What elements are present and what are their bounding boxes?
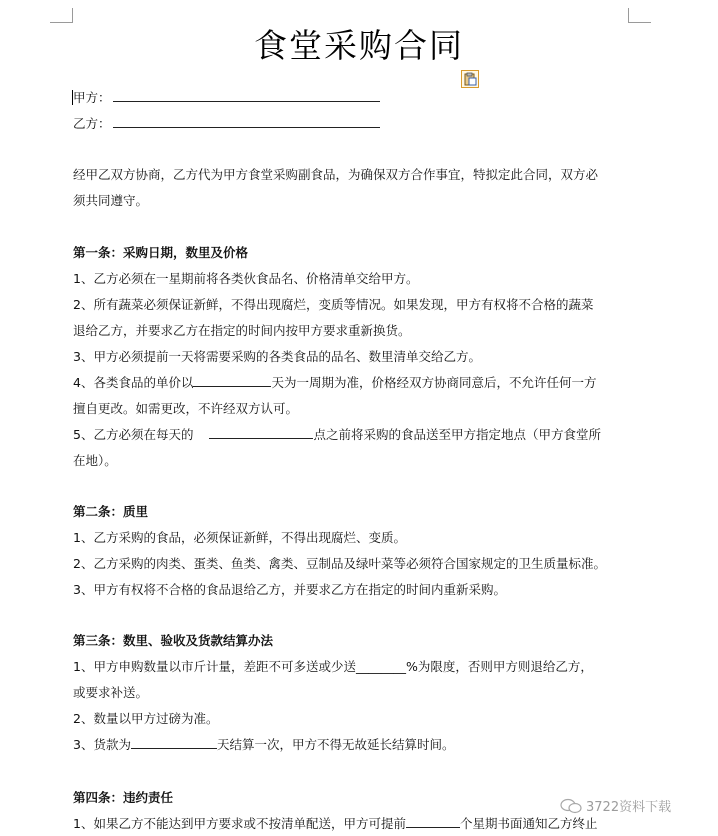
party-b-line[interactable]	[73, 115, 380, 133]
settlement-days-blank[interactable]	[131, 736, 217, 749]
article-1-item-4-line-2: 擅自更改。如需更改，不许经双方认可。	[73, 401, 299, 416]
article-4-heading: 第四条：违约责任	[73, 790, 174, 805]
party-a-line[interactable]	[73, 89, 380, 107]
article-2-item-3: 3、甲方有权将不合格的食品退给乙方，并要求乙方在指定的时间内重新采购。	[73, 582, 506, 597]
article-4-item-1-prefix: 1、如果乙方不能达到甲方要求或不按清单配送，甲方可提前	[73, 816, 406, 831]
article-3-item-1-line-2: 或要求补送。	[73, 685, 149, 700]
watermark	[560, 796, 671, 815]
article-1-item-1: 1、乙方必须在一星期前将各类伙食品名、价格清单交给甲方。	[73, 271, 419, 286]
article-3-item-3-prefix: 3、货款为	[73, 737, 131, 752]
article-1-item-2-line-1: 2、所有蔬菜必须保证新鲜，不得出现腐烂，变质等情况。如果发现，甲方有权将不合格的蔬菜	[73, 297, 594, 312]
article-1-heading: 第一条：采购日期，数里及价格	[73, 245, 249, 260]
article-1-item-4-prefix: 4、各类食品的单价以	[73, 375, 194, 390]
article-1-item-5-line-1	[73, 426, 601, 444]
party-b-blank[interactable]	[113, 115, 380, 128]
article-3-item-3-suffix: 天结算一次，甲方不得无故延长结算时间。	[216, 737, 455, 752]
watermark-text: 3722资料下载	[586, 800, 672, 815]
article-1-item-5-prefix: 5、乙方必须在每天的	[73, 427, 194, 442]
document-title: 食堂采购合同	[254, 26, 464, 65]
article-3-heading: 第三条：数里、验收及货款结算办法	[73, 633, 274, 648]
party-a-blank[interactable]	[113, 89, 380, 102]
article-3-item-3	[73, 736, 454, 754]
article-1-item-5-suffix: 点之前将采购的食品送至甲方指定地点（甲方食堂所	[313, 427, 601, 442]
delivery-time-blank[interactable]	[209, 426, 313, 439]
article-3-item-1-line-1: 1、甲方申购数量以市斤计量，差距不可多送或少送________%为限度，否则甲方则退给乙方，	[73, 659, 593, 674]
article-1-item-5-line-2: 在地）。	[73, 453, 117, 468]
article-2-item-1: 1、乙方采购的食品，必须保证新鲜，不得出现腐烂、变质。	[73, 530, 406, 545]
intro-line-1: 经甲乙双方协商，乙方代为甲方食堂采购副食品，为确保双方合作事宜，特拟定此合同，双方必	[73, 167, 599, 182]
article-4-item-1-suffix: 个星期书面通知乙方终止	[459, 816, 598, 831]
article-2-heading: 第二条：质里	[73, 504, 149, 519]
paste-options-icon[interactable]	[461, 70, 479, 88]
article-1-item-3: 3、甲方必须提前一天将需要采购的各类食品的品名、数里清单交给乙方。	[73, 349, 481, 364]
wechat-icon	[560, 798, 582, 814]
article-1-item-4-suffix: 天为一周期为准，价格经双方协商同意后，不允许任何一方	[271, 375, 597, 390]
notice-weeks-blank[interactable]	[406, 815, 460, 828]
article-1-item-4-line-1	[73, 374, 596, 392]
price-period-blank[interactable]	[193, 374, 271, 387]
article-3-item-2: 2、数量以甲方过磅为准。	[73, 711, 219, 726]
article-4-item-1	[73, 815, 597, 833]
party-b-label: 乙方：	[73, 116, 111, 131]
party-a-label: 甲方：	[73, 90, 111, 105]
article-2-item-2: 2、乙方采购的肉类、蛋类、鱼类、禽类、豆制品及绿叶菜等必须符合国家规定的卫生质量标准。	[73, 556, 606, 571]
intro-line-2: 须共同遵守。	[73, 193, 149, 208]
article-1-item-2-line-2: 退给乙方，并要求乙方在指定的时间内按甲方要求重新换货。	[73, 323, 411, 338]
